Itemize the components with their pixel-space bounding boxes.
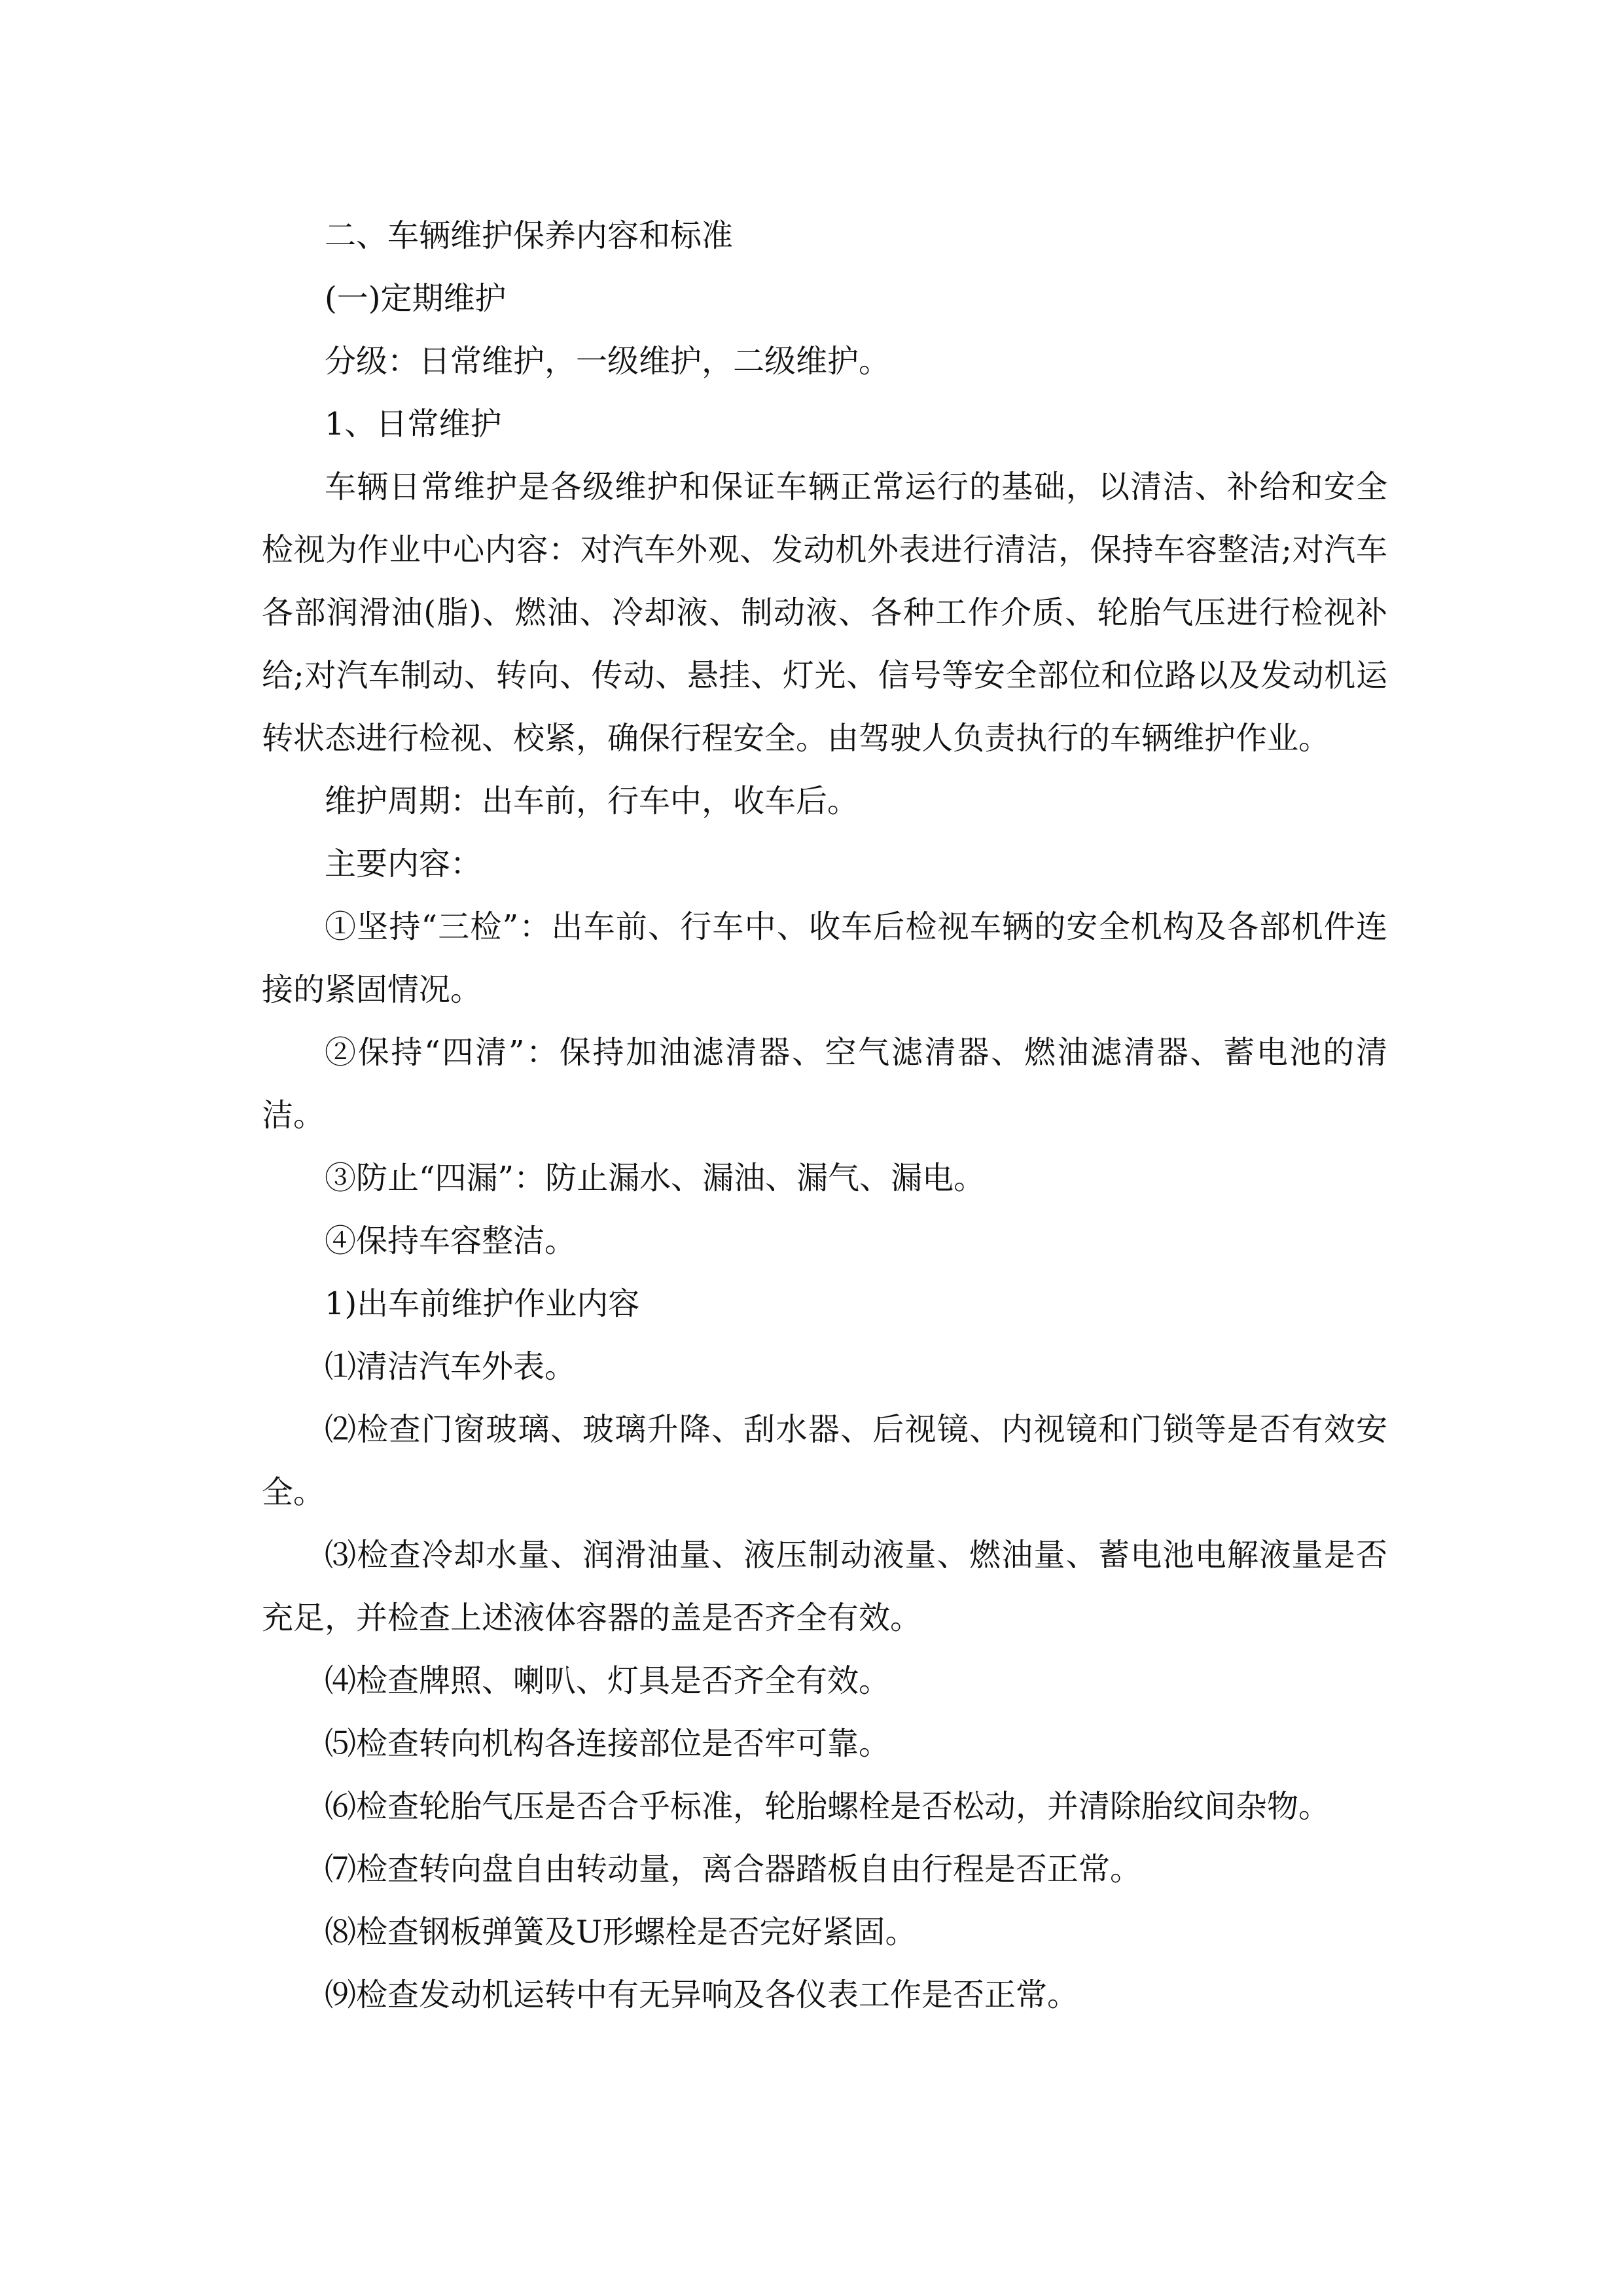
rule-four-leaks: ③防止“四漏”：防止漏水、漏油、漏气、漏电。	[325, 1160, 986, 1196]
pre-departure-heading: 1)出车前维护作业内容	[325, 1285, 640, 1322]
subsection-heading: (一)定期维护	[325, 280, 507, 317]
check-item: ⑴清洁汽车外表。	[325, 1348, 577, 1385]
rule-keep-clean: ④保持车容整洁。	[325, 1223, 577, 1259]
check-item: ⑻检查钢板弹簧及U形螺栓是否完好紧固。	[325, 1914, 917, 1950]
check-item: ⑵检查门窗玻璃、玻璃升降、刮水器、后视镜、内视镜和门锁等是否有效安全。	[262, 1411, 1387, 1511]
check-item: ⑸检查转向机构各连接部位是否牢可靠。	[325, 1725, 891, 1762]
rule-four-cleans: ②保持“四清”：保持加油滤清器、空气滤清器、燃油滤清器、蓄电池的清洁。	[262, 1034, 1387, 1134]
document-body	[262, 204, 1387, 2026]
check-item: ⑼检查发动机运转中有无异响及各仪表工作是否正常。	[325, 1977, 1079, 2013]
rule-three-checks: ①坚持“三检”：出车前、行车中、收车后检视车辆的安全机构及各部机件连接的紧固情况。	[262, 908, 1387, 1008]
check-item: ⑶检查冷却水量、润滑油量、液压制动液量、燃油量、蓄电池电解液量是否充足，并检查上述液体容器的盖是否齐全有效。	[262, 1537, 1387, 1636]
section-heading: 二、车辆维护保养内容和标准	[325, 217, 734, 254]
check-item: ⑹检查轮胎气压是否合乎标准，轮胎螺栓是否松动，并清除胎纹间杂物。	[325, 1788, 1330, 1825]
daily-maintenance-paragraph: 车辆日常维护是各级维护和保证车辆正常运行的基础，以清洁、补给和安全检视为作业中心内容：对汽车外观、发动机外表进行清洁，保持车容整洁;对汽车各部润滑油(脂)、燃油、冷却液、制动液、各种工作介质、轮胎气压进行检视补给;对汽车制动、转向、传动、悬挂、灯光、信号等安全部位和位路以及发动机运转状态进行检视、校紧，确保行程安全。由驾驶人负责执行的车辆维护作业。	[262, 469, 1387, 757]
check-item: ⑺检查转向盘自由转动量，离合器踏板自由行程是否正常。	[325, 1851, 1142, 1888]
maintenance-cycle-paragraph: 维护周期：出车前，行车中，收车后。	[325, 783, 859, 819]
grading-paragraph: 分级：日常维护，一级维护，二级维护。	[325, 343, 891, 380]
check-item: ⑷检查牌照、喇叭、灯具是否齐全有效。	[325, 1662, 891, 1699]
main-content-label: 主要内容：	[325, 846, 482, 882]
item-heading-daily-maintenance: 1、日常维护	[325, 406, 502, 442]
